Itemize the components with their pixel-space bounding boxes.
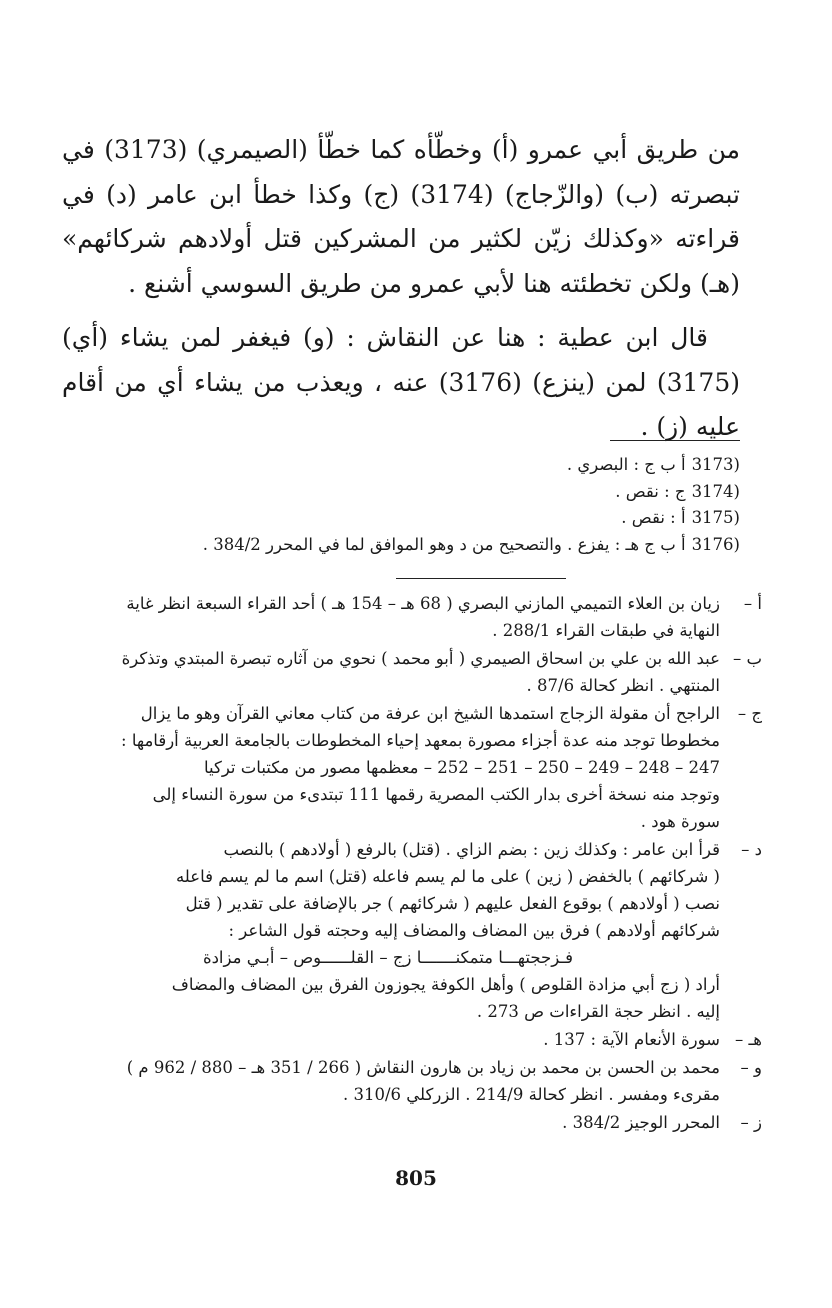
commentary-item-j [56, 700, 762, 835]
poetry-verse: فـزججتهـــا متمكنـــــــا زج – القلــــــوص – أبـي مزادة [202, 948, 574, 967]
commentary-line: مقرىء ومفسر . انظر كحالة 214/9 . الزركلي 310/6 . [343, 1085, 720, 1104]
commentary-rule [396, 578, 566, 579]
commentary-item-z [56, 1109, 762, 1136]
commentary-line: قرأ ابن عامر : وكذلك زين : بضم الزاي . (قتل) بالرفع ( أولادهم ) بالنصب [223, 840, 720, 859]
commentary-line: نصب ( أولادهم ) بوقوع الفعل عليهم ( شركائهم ) جر بالإضافة على تقدير ( قتل [185, 894, 720, 913]
commentary-line: مخطوطا توجد منه عدة أجزاء مصورة بمعهد إحياء المخطوطات بالجامعة العربية أرقامها : [121, 731, 720, 750]
commentary-line: وتوجد منه نسخة أخرى بدار الكتب المصرية رقمها 111 تبتدىء من سورة النساء إلى [152, 785, 720, 804]
footnote-number: 3174) [691, 481, 740, 501]
commentary-line: إليه . انظر حجة القراءات ص 273 . [476, 1002, 720, 1021]
footnote-number: 3173) [691, 455, 740, 474]
footnote-number: 3176) [691, 534, 740, 554]
main-paragraph-2: قال ابن عطية : هنا عن النقاش : (و) فيغفر لمن يشاء (أي) (3175) لمن (ينزع) (3176) عنه ، ويعذب من يشاء أي من أقام عليه (ز) . [62, 323, 740, 441]
commentary-line: المنتهي . انظر كحالة 87/6 . [526, 676, 720, 695]
commentary-line: ( شركائهم ) بالخفض ( زين ) على ما لم يسم فاعله (قتل) اسم ما لم يسم فاعله [175, 867, 720, 886]
commentary-notes [56, 590, 762, 1137]
footnotes [202, 452, 740, 558]
footnote-text: أ ب ج : البصري . [566, 455, 686, 474]
commentary-key: أ – [743, 594, 762, 613]
footnote-text: أ ب ج هـ : يفزع . والتصحيح من د وهو الموافق لما في المحرر 384/2 . [202, 534, 686, 554]
commentary-line: 247 – 248 – 249 – 250 – 251 – 252 – معظمها مصور من مكتبات تركيا [203, 758, 720, 777]
commentary-item-w [56, 1054, 762, 1108]
commentary-line: عبد الله بن علي بن اسحاق الصيمري ( أبو محمد ) نحوي من آثاره تبصرة المبتدي وتذكرة [121, 649, 720, 668]
page-number: 805 [395, 1166, 437, 1190]
footnote-text: أ : نقص . [621, 508, 686, 527]
commentary-key: هـ – [734, 1030, 762, 1049]
footnote-rule [610, 440, 740, 441]
commentary-line: المحرر الوجيز 384/2 . [562, 1113, 720, 1132]
footnote-number: 3175) [691, 508, 740, 527]
commentary-line: محمد بن الحسن بن محمد بن زياد بن هارون النقاش ( 266 / 351 هـ – 880 / 962 م ) [126, 1058, 720, 1077]
footnote-3175 [300, 505, 740, 532]
commentary-line: سورة هود . [640, 812, 720, 831]
commentary-key: ج – [737, 704, 762, 723]
commentary-item-h [56, 1026, 762, 1053]
commentary-line: أراد ( زج أبي مزادة القلوص ) وأهل الكوفة يجوزون الفرق بين المضاف والمضاف [171, 975, 720, 994]
footnote-3174 [300, 479, 740, 506]
main-text [62, 128, 740, 450]
commentary-item-d [56, 836, 762, 1025]
commentary-line: زيان بن العلاء التميمي المازني البصري ( 68 هـ – 154 هـ ) أحد القراء السبعة انظر غاية [126, 594, 720, 613]
commentary-line: شركائهم أولادهم ) فرق بين المضاف والمضاف إليه وحجته قول الشاعر : [228, 921, 720, 940]
commentary-item-b [56, 645, 762, 699]
commentary-item-a [56, 590, 762, 644]
commentary-line: الراجح أن مقولة الزجاج استمدها الشيخ ابن عرفة من كتاب معاني القرآن وهو ما يزال [140, 704, 720, 723]
commentary-key: ز – [740, 1113, 762, 1132]
footnote-3176 [202, 532, 740, 559]
footnote-3173 [300, 452, 740, 479]
main-paragraph-1: من طريق أبي عمرو (أ) وخطّأه كما خطّأ (الصيمري) (3173) في تبصرته (ب) (والزّجاج) (3174) (ج) وكذا خطأ ابن عامر (د) في قراءته «وكذلك زيّن لكثير من المشركين قتل أولادهم شركائهم» (هـ) ولكن تخطئته هنا لأبي عمرو من طريق السوسي أشنع . [62, 135, 741, 298]
commentary-key: د – [741, 840, 762, 859]
commentary-line: النهاية في طبقات القراء 288/1 . [492, 621, 720, 640]
commentary-key: و – [740, 1058, 762, 1077]
commentary-key: ب – [732, 649, 762, 668]
commentary-line: سورة الأنعام الآية : 137 . [543, 1030, 720, 1049]
footnote-text: ج : نقص . [615, 481, 686, 501]
